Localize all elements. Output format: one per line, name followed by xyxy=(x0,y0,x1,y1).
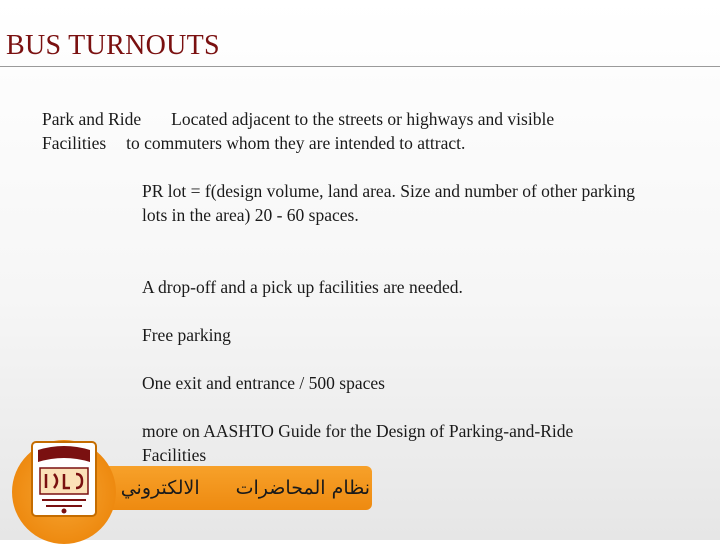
footer-arabic-text xyxy=(112,470,370,506)
aashto-guide-paragraph: more on AASHTO Guide for the Design of Parking-and-Ride Facilities xyxy=(142,421,574,465)
university-logo-icon xyxy=(28,440,100,518)
free-parking-paragraph: Free parking xyxy=(142,325,231,345)
park-ride-lead-continued: to commuters whom they are intended to attract. xyxy=(126,133,466,153)
arabic-system-lectures: نظام المحاضرات xyxy=(235,477,370,499)
park-ride-lead: Located adjacent to the streets or highways and visible xyxy=(171,109,555,129)
exit-entrance-paragraph: One exit and entrance / 500 spaces xyxy=(142,373,385,393)
facilities-label: Facilities xyxy=(42,133,107,153)
slide-title: BUS TURNOUTS xyxy=(6,30,220,61)
arabic-electronic: الالكتروني xyxy=(120,477,200,499)
title-divider xyxy=(0,66,720,67)
park-ride-line-2 xyxy=(42,131,465,155)
pr-lot-paragraph: PR lot = f(design volume, land area. Size and number of other parking lots in the area) 20 - 60 spaces. xyxy=(142,181,635,225)
park-ride-label: Park and Ride xyxy=(42,109,142,129)
park-ride-line-1 xyxy=(42,107,554,131)
drop-off-paragraph: A drop-off and a pick up facilities are needed. xyxy=(142,277,463,297)
